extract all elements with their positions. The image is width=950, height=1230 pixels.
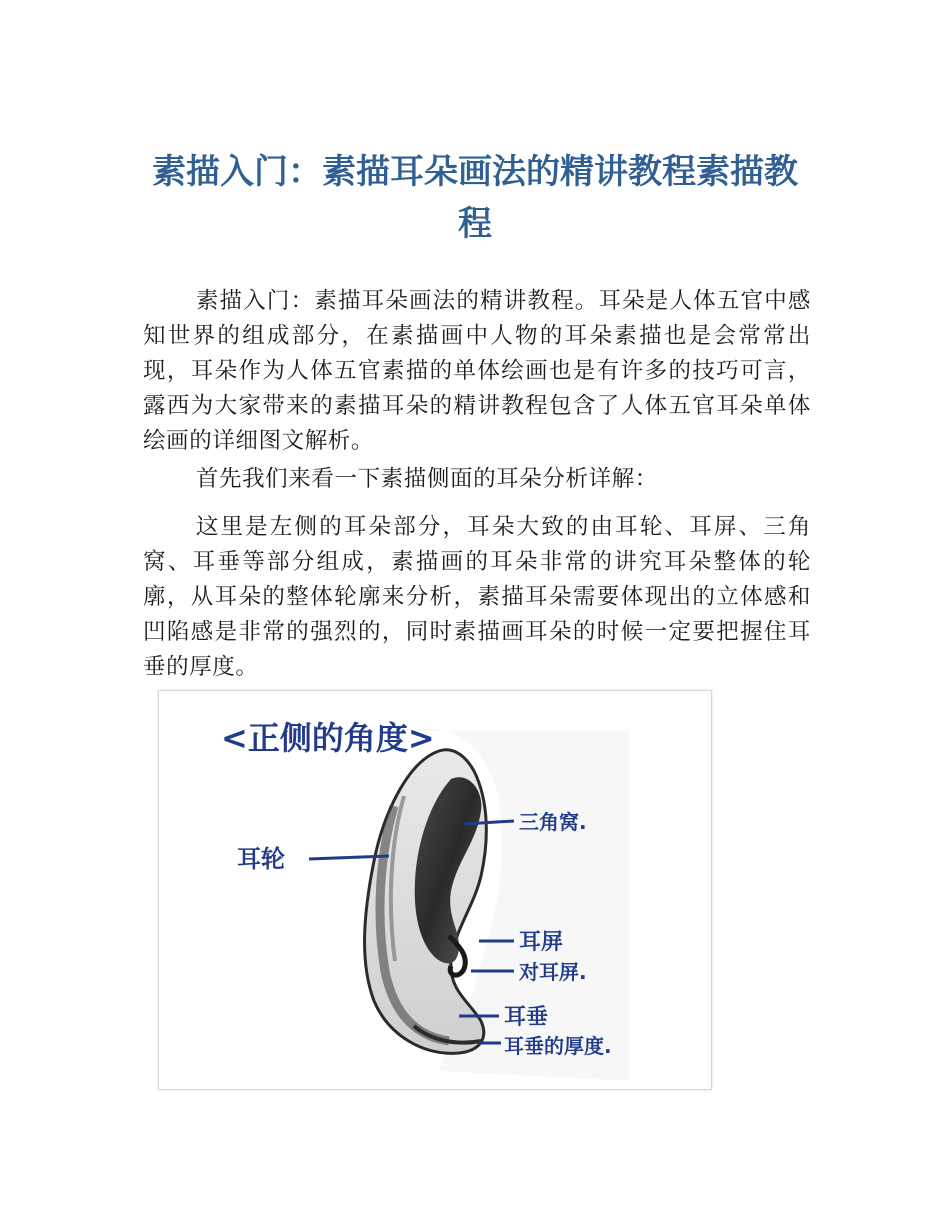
side-analysis-paragraph: 首先我们来看一下素描侧面的耳朵分析详解： — [195, 466, 658, 492]
ear-sketch-illustration — [159, 691, 711, 1089]
ear-structure-paragraph: 这里是左侧的耳朵部分，耳朵大致的由耳轮、耳屏、三角窝、耳垂等部分组成，素描画的耳朵非常的讲究耳朵整体的轮廓，从耳朵的整体轮廓来分析，素描耳朵需要体现出的立体感和凹陷感是非常的强烈的，同时素描画耳朵的时候一定要把握住耳垂的厚度。 — [143, 514, 811, 680]
label-triangular-fossa: 三角窝. — [519, 810, 587, 834]
label-tragus: 耳屏 — [519, 930, 564, 955]
label-helix: 耳轮 — [237, 845, 285, 873]
page-title: 素描入门：素描耳朵画法的精讲教程素描教程 — [152, 152, 798, 244]
label-lobe-thickness: 耳垂的厚度. — [504, 1034, 612, 1058]
figure-heading: <正侧的角度> — [221, 719, 435, 757]
label-antitragus: 对耳屏. — [519, 960, 587, 984]
label-earlobe: 耳垂 — [504, 1005, 549, 1030]
intro-paragraph: 素描入门：素描耳朵画法的精讲教程。耳朵是人体五官中感知世界的组成部分，在素描画中人物的耳朵素描也是会常常出现，耳朵作为人体五官素描的单体绘画也是有许多的技巧可言，露西为大家带来的素描耳朵的精讲教程包含了人体五官耳朵单体绘画的详细图文解析。 — [143, 288, 811, 454]
ear-sketch-figure — [158, 690, 712, 1090]
